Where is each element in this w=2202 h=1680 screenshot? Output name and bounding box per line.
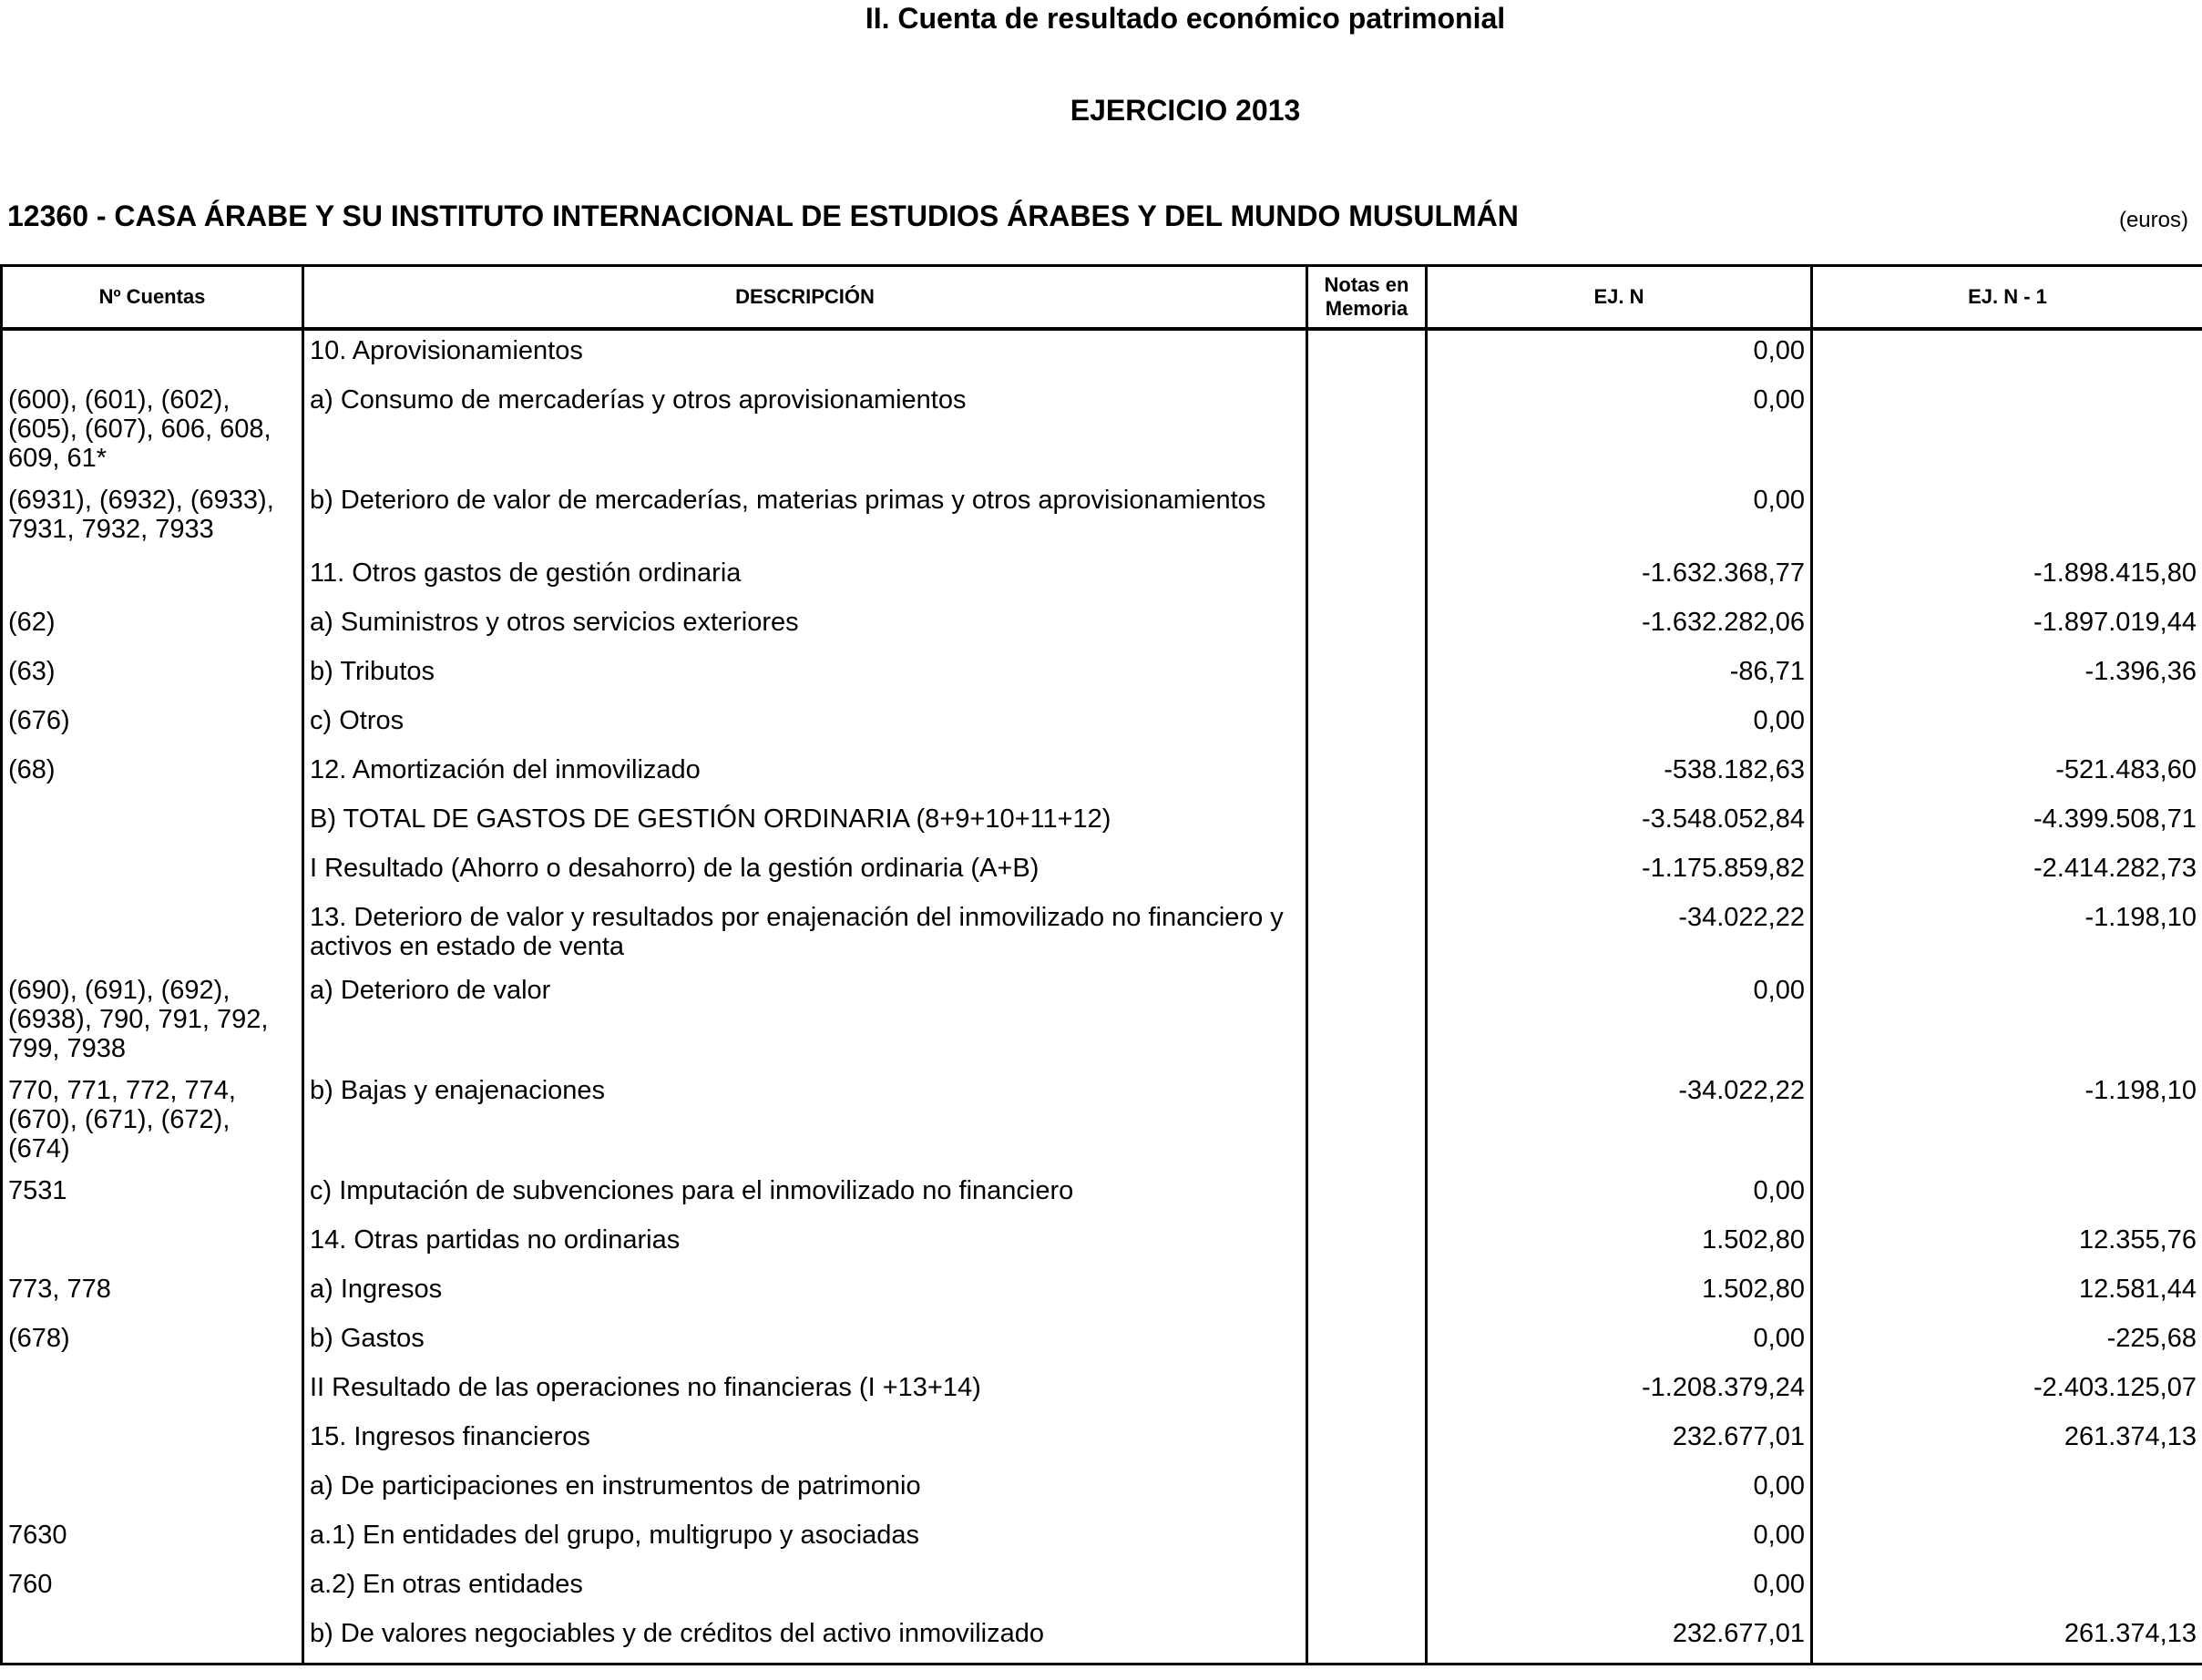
year-n1-cell: -4.399.508,71 [1812, 799, 2202, 848]
year-n1-cell: -2.414.282,73 [1812, 848, 2202, 897]
year-n1-cell: -1.898.415,80 [1812, 553, 2202, 602]
accounts-cell: (690), (691), (692), (6938), 790, 791, 792, 799, 7938 [2, 970, 303, 1070]
entity-name: 12360 - CASA ÁRABE Y SU INSTITUTO INTERNACIONAL DE ESTUDIOS ÁRABES Y DEL MUNDO MUSULMÁN [7, 200, 1519, 232]
table-row [2, 970, 2202, 1070]
year-n1-cell: 261.374,13 [1812, 1417, 2202, 1466]
table-row [2, 1564, 2202, 1613]
accounts-cell [2, 1368, 303, 1417]
accounts-cell: (62) [2, 602, 303, 651]
description-cell: 11. Otros gastos de gestión ordinaria [303, 553, 1307, 602]
year-n-cell: -1.632.368,77 [1427, 553, 1812, 602]
year-n1-cell [1812, 329, 2202, 380]
year-n-cell: 0,00 [1427, 1564, 1812, 1613]
notes-cell [1307, 1318, 1427, 1368]
year-n1-cell [1812, 1466, 2202, 1515]
description-cell: c) Imputación de subvenciones para el inmovilizado no financiero [303, 1171, 1307, 1220]
accounts-cell [2, 848, 303, 897]
table-row [2, 1515, 2202, 1564]
accounts-cell: 7531 [2, 1171, 303, 1220]
description-cell: a) Suministros y otros servicios exteriores [303, 602, 1307, 651]
description-cell: 13. Deterioro de valor y resultados por enajenación del inmovilizado no financiero y activos en estado de venta [303, 897, 1307, 970]
table-body [2, 329, 2202, 1665]
year-n1-cell: 12.355,76 [1812, 1220, 2202, 1269]
year-n1-cell: 12.581,44 [1812, 1269, 2202, 1318]
year-n1-cell [1812, 1564, 2202, 1613]
accounts-cell: 760 [2, 1564, 303, 1613]
accounts-cell: (678) [2, 1318, 303, 1368]
table-row [2, 897, 2202, 970]
notes-cell [1307, 329, 1427, 380]
description-cell: I Resultado (Ahorro o desahorro) de la gestión ordinaria (A+B) [303, 848, 1307, 897]
exercise-year: EJERCICIO 2013 [1070, 94, 1301, 127]
year-n-cell: 1.502,80 [1427, 1220, 1812, 1269]
notes-cell [1307, 1220, 1427, 1269]
accounts-cell: (676) [2, 701, 303, 750]
accounts-cell [2, 1417, 303, 1466]
description-cell: b) Gastos [303, 1318, 1307, 1368]
year-n1-cell: -1.897.019,44 [1812, 602, 2202, 651]
year-n-cell: 0,00 [1427, 1466, 1812, 1515]
notes-cell [1307, 750, 1427, 799]
year-n-cell: -1.175.859,82 [1427, 848, 1812, 897]
year-n-cell: -34.022,22 [1427, 1070, 1812, 1171]
accounts-cell: 7630 [2, 1515, 303, 1564]
table-row [2, 750, 2202, 799]
description-cell: 10. Aprovisionamientos [303, 329, 1307, 380]
year-n1-cell [1812, 701, 2202, 750]
table-row [2, 1613, 2202, 1665]
notes-cell [1307, 848, 1427, 897]
notes-cell [1307, 380, 1427, 480]
accounts-cell [2, 1613, 303, 1665]
notes-cell [1307, 480, 1427, 553]
year-n1-cell: -1.396,36 [1812, 651, 2202, 701]
notes-cell [1307, 1466, 1427, 1515]
accounts-cell [2, 329, 303, 380]
notes-cell [1307, 701, 1427, 750]
year-n1-cell [1812, 1515, 2202, 1564]
description-cell: b) Tributos [303, 651, 1307, 701]
year-n-cell: 0,00 [1427, 701, 1812, 750]
year-n1-cell [1812, 1171, 2202, 1220]
notes-cell [1307, 1171, 1427, 1220]
year-n-cell: 0,00 [1427, 1171, 1812, 1220]
year-n1-cell [1812, 480, 2202, 553]
accounts-cell: (600), (601), (602), (605), (607), 606, 608, 609, 61* [2, 380, 303, 480]
year-n-cell: 0,00 [1427, 1318, 1812, 1368]
header-year-n1: EJ. N - 1 [1812, 266, 2202, 330]
accounts-cell: (6931), (6932), (6933), 7931, 7932, 7933 [2, 480, 303, 553]
notes-cell [1307, 1417, 1427, 1466]
table-row [2, 651, 2202, 701]
description-cell: B) TOTAL DE GASTOS DE GESTIÓN ORDINARIA (8+9+10+11+12) [303, 799, 1307, 848]
year-n1-cell [1812, 970, 2202, 1070]
description-cell: a) Ingresos [303, 1269, 1307, 1318]
year-n1-cell: -225,68 [1812, 1318, 2202, 1368]
description-cell: II Resultado de las operaciones no financieras (I +13+14) [303, 1368, 1307, 1417]
year-n-cell: 0,00 [1427, 480, 1812, 553]
document-title: II. Cuenta de resultado económico patrimonial [865, 2, 1506, 35]
year-n1-cell: -1.198,10 [1812, 897, 2202, 970]
table-row [2, 553, 2202, 602]
income-statement-table [0, 264, 2202, 1665]
year-n-cell: 0,00 [1427, 380, 1812, 480]
table-row [2, 480, 2202, 553]
header-notes: Notas en Memoria [1307, 266, 1427, 330]
year-n1-cell: 261.374,13 [1812, 1613, 2202, 1665]
description-cell: a.1) En entidades del grupo, multigrupo y asociadas [303, 1515, 1307, 1564]
description-cell: 14. Otras partidas no ordinarias [303, 1220, 1307, 1269]
accounts-cell: (63) [2, 651, 303, 701]
year-n-cell: 0,00 [1427, 1515, 1812, 1564]
accounts-cell [2, 1466, 303, 1515]
table-row [2, 380, 2202, 480]
description-cell: a) Consumo de mercaderías y otros aprovisionamientos [303, 380, 1307, 480]
year-n-cell: -1.632.282,06 [1427, 602, 1812, 651]
year-n-cell: -538.182,63 [1427, 750, 1812, 799]
table-row [2, 799, 2202, 848]
description-cell: b) Deterioro de valor de mercaderías, materias primas y otros aprovisionamientos [303, 480, 1307, 553]
table-row [2, 1466, 2202, 1515]
year-n-cell: 1.502,80 [1427, 1269, 1812, 1318]
accounts-cell [2, 897, 303, 970]
table-row [2, 701, 2202, 750]
year-n1-cell: -1.198,10 [1812, 1070, 2202, 1171]
accounts-cell: 770, 771, 772, 774, (670), (671), (672), (674) [2, 1070, 303, 1171]
year-n-cell: -3.548.052,84 [1427, 799, 1812, 848]
year-n1-cell: -521.483,60 [1812, 750, 2202, 799]
table-row [2, 1220, 2202, 1269]
notes-cell [1307, 651, 1427, 701]
accounts-cell: 773, 778 [2, 1269, 303, 1318]
table-header-row [2, 266, 2202, 330]
currency-unit: (euros) [2118, 208, 2188, 232]
accounts-cell: (68) [2, 750, 303, 799]
notes-cell [1307, 602, 1427, 651]
description-cell: c) Otros [303, 701, 1307, 750]
year-n1-cell: -2.403.125,07 [1812, 1368, 2202, 1417]
year-n-cell: 232.677,01 [1427, 1613, 1812, 1665]
notes-cell [1307, 897, 1427, 970]
year-n-cell: 0,00 [1427, 329, 1812, 380]
year-n-cell: 232.677,01 [1427, 1417, 1812, 1466]
accounts-cell [2, 799, 303, 848]
header-accounts: Nº Cuentas [2, 266, 303, 330]
notes-cell [1307, 1368, 1427, 1417]
accounts-cell [2, 553, 303, 602]
table-row [2, 329, 2202, 380]
table-row [2, 1171, 2202, 1220]
description-cell: a) De participaciones en instrumentos de patrimonio [303, 1466, 1307, 1515]
table-row [2, 1269, 2202, 1318]
description-cell: b) De valores negociables y de créditos del activo inmovilizado [303, 1613, 1307, 1665]
year-n-cell: -34.022,22 [1427, 897, 1812, 970]
table-row [2, 1318, 2202, 1368]
description-cell: a.2) En otras entidades [303, 1564, 1307, 1613]
description-cell: 15. Ingresos financieros [303, 1417, 1307, 1466]
year-n-cell: 0,00 [1427, 970, 1812, 1070]
year-n1-cell [1812, 380, 2202, 480]
accounts-cell [2, 1220, 303, 1269]
year-n-cell: -86,71 [1427, 651, 1812, 701]
description-cell: a) Deterioro de valor [303, 970, 1307, 1070]
notes-cell [1307, 970, 1427, 1070]
notes-cell [1307, 553, 1427, 602]
notes-cell [1307, 1564, 1427, 1613]
notes-cell [1307, 799, 1427, 848]
table-row [2, 1070, 2202, 1171]
table-row [2, 1368, 2202, 1417]
description-cell: b) Bajas y enajenaciones [303, 1070, 1307, 1171]
year-n-cell: -1.208.379,24 [1427, 1368, 1812, 1417]
notes-cell [1307, 1613, 1427, 1665]
table-row [2, 1417, 2202, 1466]
notes-cell [1307, 1070, 1427, 1171]
description-cell: 12. Amortización del inmovilizado [303, 750, 1307, 799]
header-description: DESCRIPCIÓN [303, 266, 1307, 330]
header-year-n: EJ. N [1427, 266, 1812, 330]
notes-cell [1307, 1269, 1427, 1318]
table-row [2, 848, 2202, 897]
table-row [2, 602, 2202, 651]
notes-cell [1307, 1515, 1427, 1564]
